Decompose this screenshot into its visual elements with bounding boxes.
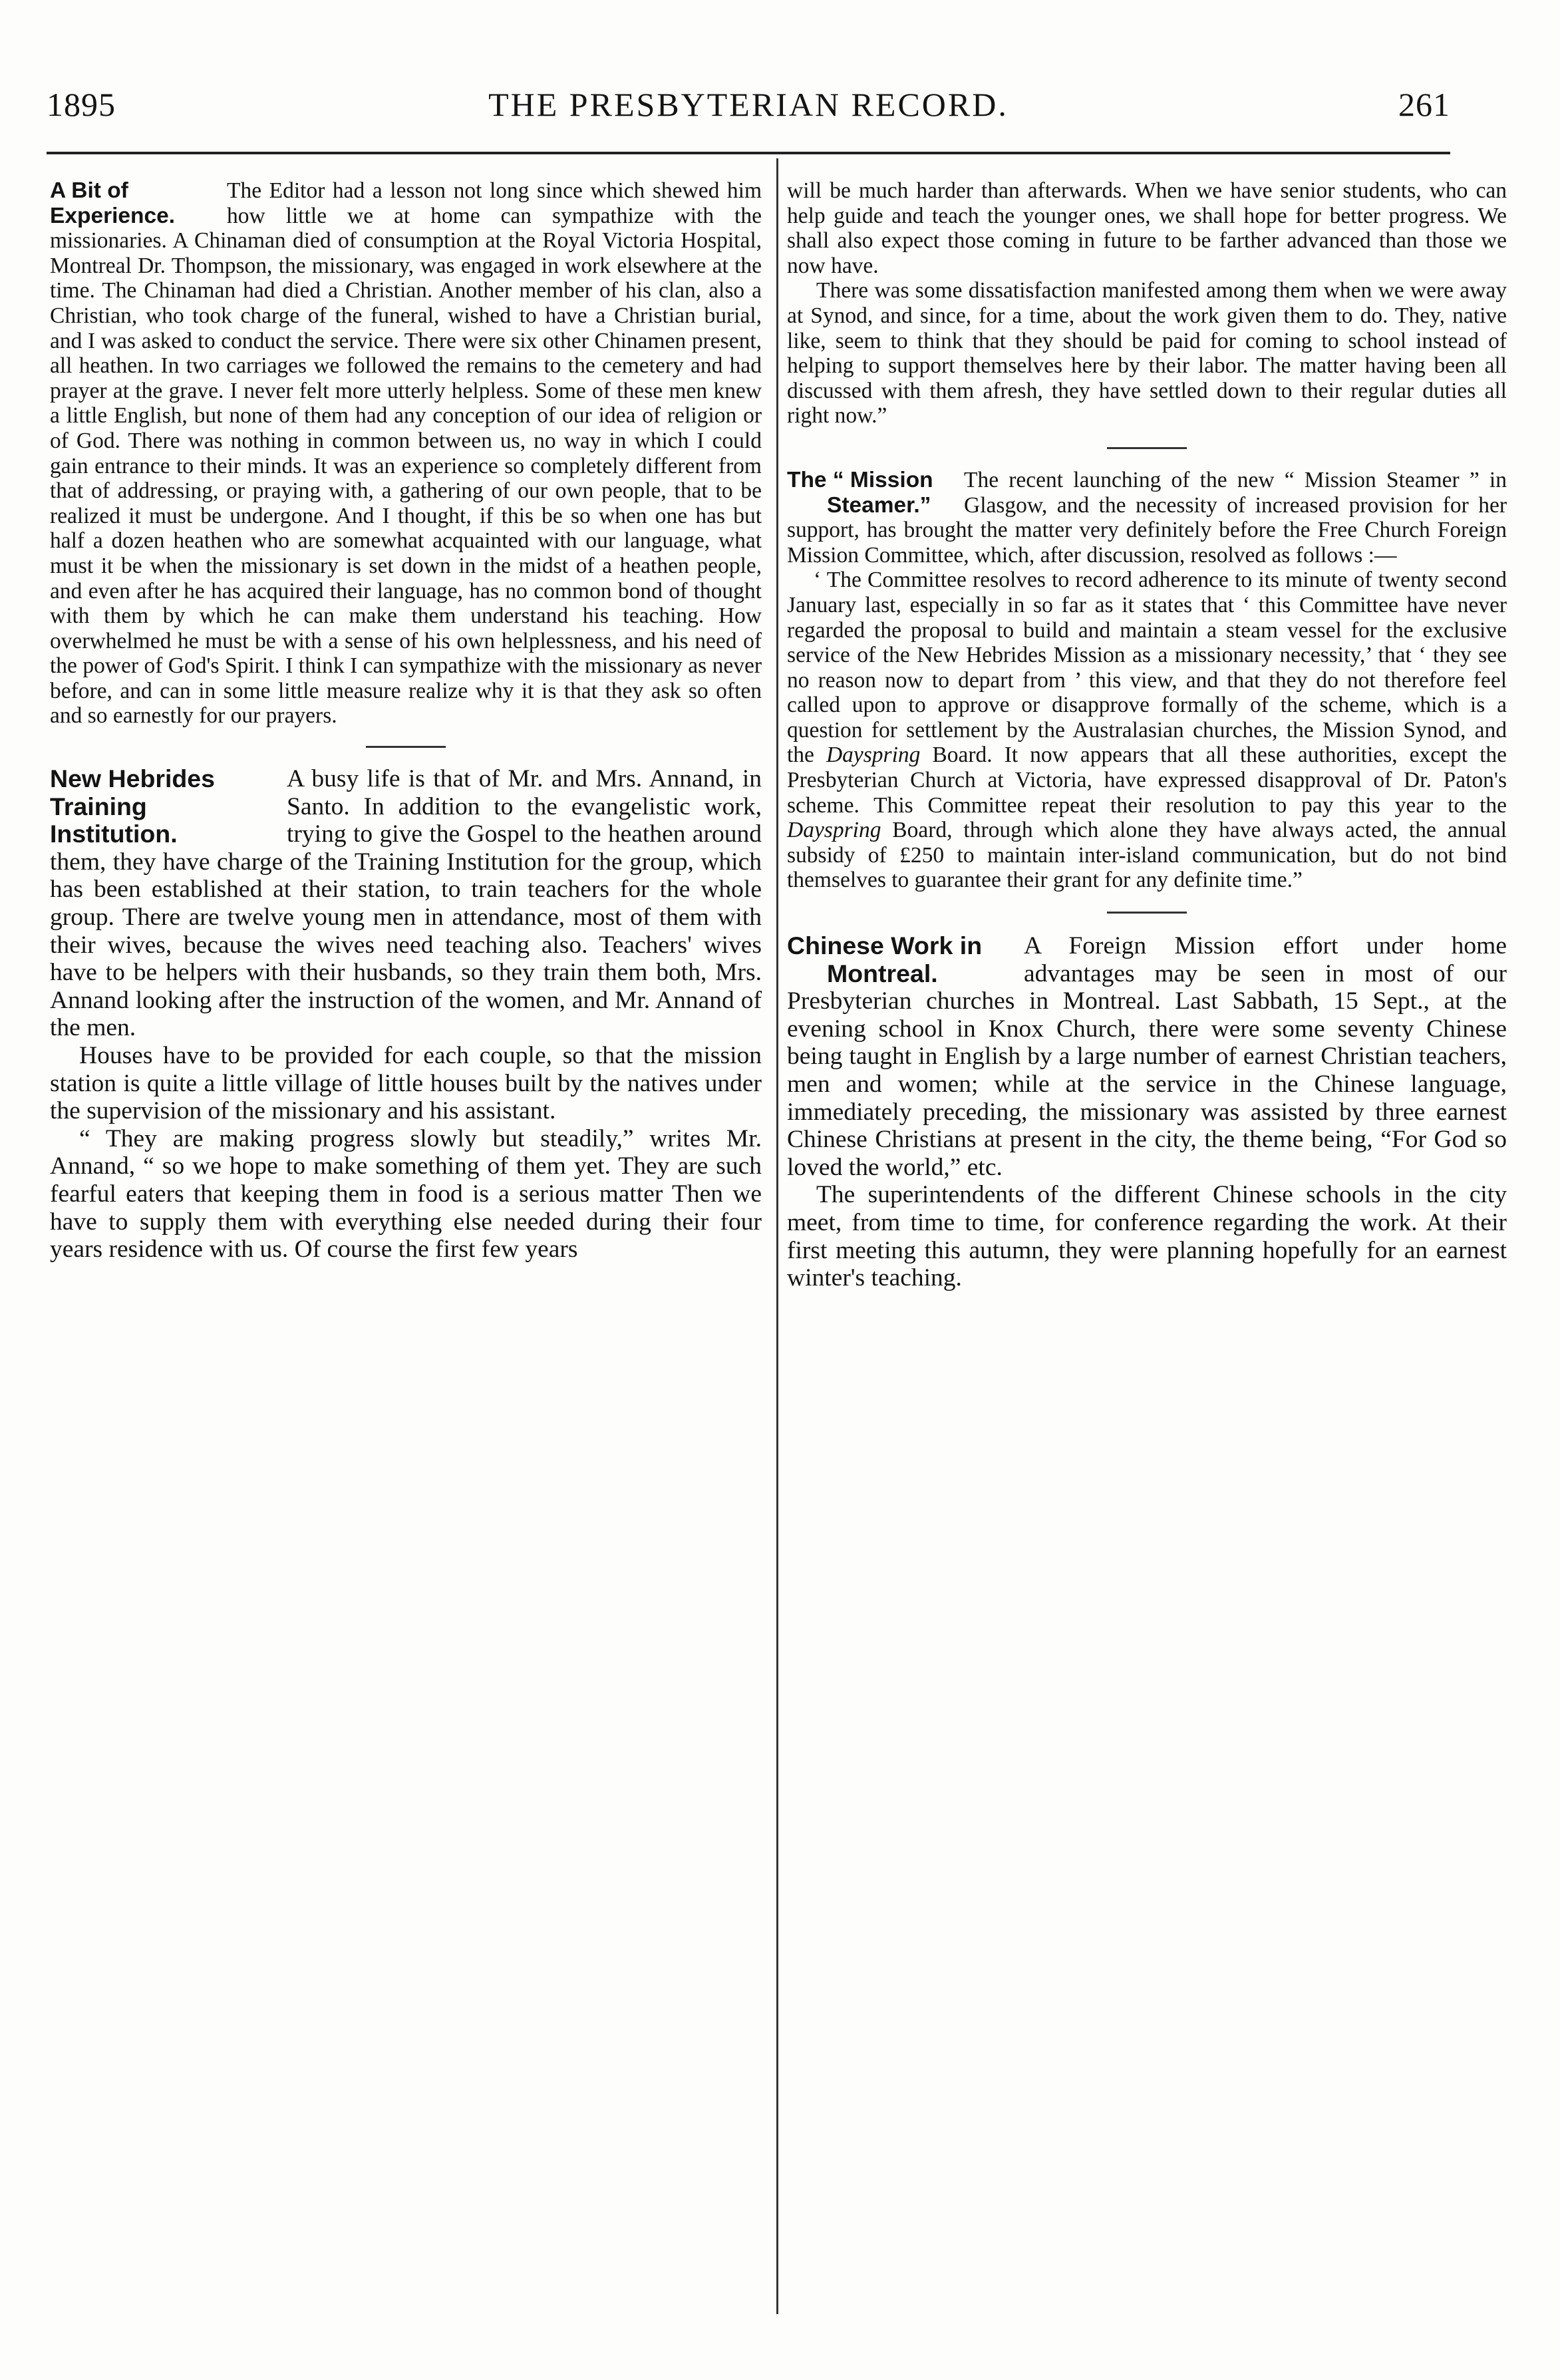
article-heading xyxy=(787,932,1007,987)
quoted-resolution xyxy=(787,568,1507,893)
article-heading xyxy=(787,468,947,518)
article-mission-steamer xyxy=(787,468,1507,893)
paragraph: Houses have to be provided for each couple, so that the mission station is quite a little village of little houses built by the natives under the supervision of the missionary and his assistant. xyxy=(50,1042,762,1125)
quote-text: Board. It now appears that all these authorities, except the Presbyterian Church at Victoria, have expressed disapproval of Dr. Paton's scheme. This Committee repeat their resolution to pay this year to the xyxy=(787,743,1507,818)
header-rule xyxy=(47,152,1450,154)
article-continuation xyxy=(787,178,1507,428)
heading-line: Training Institution. xyxy=(50,792,178,848)
article-heading xyxy=(50,178,210,228)
heading-line: Experience. xyxy=(50,203,176,228)
paragraph: “ They are making progress slowly but steadily,” writes Mr. Annand, “ so we hope to make something of them yet. They are such fearful eaters that keeping them in food is a serious matter Then we have to supply them with everything else needed during their four years residence with us. Of course the first few years xyxy=(50,1124,762,1264)
running-header xyxy=(47,85,1450,138)
section-divider xyxy=(1107,447,1187,449)
header-year: 1895 xyxy=(47,86,116,123)
paragraph: The superintendents of the different Chinese schools in the city meet, from time to time, for conference regarding the work. At their first meeting this autumn, they were planning hopefully for an earnest winter's teaching. xyxy=(787,1181,1507,1292)
ship-name: Dayspring xyxy=(787,818,881,843)
paragraph: There was some dissatisfaction manifested among them when we were away at Synod, and since, for a time, about the work given them to do. They, native like, seem to think that they should be paid for coming to school instead of helping to support themselves here by their labor. The matter having been all discussed with them afresh, they have settled down to their regular duties all right now.” xyxy=(787,278,1507,428)
quote-text: Board, through which alone they have always acted, the annual subsidy of £250 to maintain inter-island communication, but do not bind themselves to guarantee their grant for any definite time.” xyxy=(787,818,1507,893)
paragraph: The Editor had a lesson not long since which shewed him how little we at home can sympathize with the missionaries. A Chinaman died of consumption at the Royal Victoria Hospital, Montreal Dr. Thompson, the missionary, was engaged in work elsewhere at the time. The Chinaman had died a Christian. Another member of his clan, also a Christian, who took charge of the funeral, wished to have a Christian burial, and I was asked to conduct the service. There were six other Chinamen present, all heathen. In two carriages we followed the remains to the cemetery and had prayer at the grave. I never felt more utterly helpless. Some of these men knew a little English, but none of them had any conception of our idea of religion or of God. There was nothing in common between us, no way in which I could gain entrance to their minds. It was an experience so completely different from that of addressing, or praying with, a gathering of our own people, that to be realized it must be undergone. And I thought, if this be so when one has but half a dozen heathen who are somewhat acquainted with our language, what must it be when the missionary is set down in the midst of a heathen people, and even after he has acquired their language, has no common bond of thought with them by which he can make them understand his teaching. How overwhelmed he must be with a sense of his own helplessness, and his need of the power of God's Spirit. I think I can sympathize with the missionary as never before, and can in some little measure realize why it is that they ask so often and so earnestly for our prayers. xyxy=(50,178,762,729)
paragraph: A Foreign Mission effort under home advantages may be seen in most of our Presbyterian churches in Montreal. Last Sabbath, 15 Sept., at the evening school in Knox Church, there were some seventy Chinese being taught in English by a large number of earnest Christian teachers, men and women; while at the service in the Chinese language, immediately preceding, the missionary was assisted by three earnest Chinese Christians at present in the city, the theme being, “For God so loved the world,” etc. xyxy=(787,932,1507,1181)
paragraph: The recent launching of the new “ Mission Steamer ” in Glasgow, and the necessity of increased provision for her support, has brought the matter very definitely before the Free Church Foreign Mission Committee, which, after discussion, resolved as follows :— xyxy=(787,467,1507,568)
article-bit-of-experience xyxy=(50,178,762,729)
heading-line: Montreal. xyxy=(827,959,938,987)
right-column xyxy=(787,178,1507,1292)
page-number: 261 xyxy=(1398,86,1450,123)
column-divider xyxy=(776,158,778,2314)
heading-line: A Bit of xyxy=(50,178,128,203)
article-chinese-work xyxy=(787,932,1507,1292)
left-column xyxy=(50,178,762,1264)
ship-name: Dayspring xyxy=(826,743,921,768)
paragraph: will be much harder than afterwards. When we have senior students, who can help guide and teach the younger ones, we shall hope for better progress. We shall also expect those coming in future to be farther advanced than those we now have. xyxy=(787,178,1507,278)
heading-line: Chinese Work in xyxy=(787,932,983,960)
quote-text: ‘ The Committee resolves to record adherence to its minute of twenty second January last, especially in so far as it states that ‘ this Committee have never regarded the proposal to build and maintain a steam vessel for the exclusive service of the New Hebrides Mission as a missionary necessity,’ that ‘ they see no reason now to depart from ’ this view, and that they do not therefore feel called upon to approve or disapprove formally of the scheme, which is a question for settlement by the Australasian churches, the Mission Synod, and the xyxy=(787,568,1507,768)
section-divider xyxy=(1107,912,1187,914)
heading-line: New Hebrides xyxy=(50,765,215,793)
article-heading xyxy=(50,765,269,848)
header-title: THE PRESBYTERIAN RECORD. xyxy=(488,86,1009,123)
section-divider xyxy=(366,746,446,748)
heading-line: Steamer.” xyxy=(827,492,931,518)
heading-line: The “ Mission xyxy=(787,467,933,492)
article-new-hebrides xyxy=(50,765,762,1264)
paragraph: A busy life is that of Mr. and Mrs. Annand, in Santo. In addition to the evangelistic work, trying to give the Gospel to the heathen around them, they have charge of the Training Institution for the group, which has been established at their station, to train teachers for the whole group. There are twelve young men in attendance, most of them with their wives, because the wives need teaching also. Teachers' wives have to be helpers with their husbands, so they train them both, Mrs. Annand looking after the instruction of the women, and Mr. Annand of the men. xyxy=(50,765,762,1042)
